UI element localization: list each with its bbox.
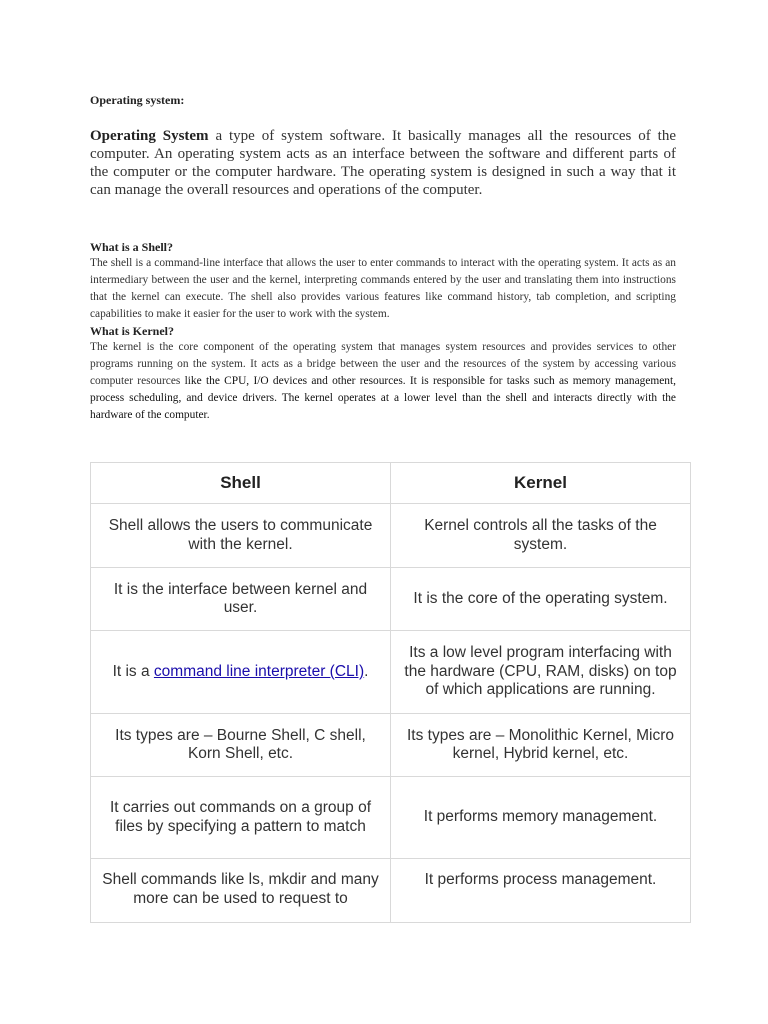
shell-heading: What is a Shell? <box>90 240 174 254</box>
shell-cell-prefix: It is a <box>112 662 154 680</box>
intro-text: a type of system software. It basically manages all the resources of the computer. An operating system acts as an interface between the software and different parts of the computer or the computer hardware. The operating system is designed in such a way that it can manage the overall resources and operations of the computer. <box>90 128 676 198</box>
shell-cell: It carries out commands on a group of files by specifying a pattern to match <box>91 777 391 859</box>
table-row <box>91 504 691 568</box>
shell-cell: Shell allows the users to communicate with the kernel. <box>91 504 391 568</box>
shell-cell: Shell commands like ls, mkdir and many more can be used to request to <box>91 859 391 923</box>
kernel-heading: What is Kernel? <box>90 324 174 338</box>
table-header-row <box>91 463 691 504</box>
comparison-table-wrapper <box>90 462 691 923</box>
kernel-cell: It performs process management. <box>391 859 691 923</box>
intro-bold-term: Operating System <box>90 128 209 144</box>
shell-cell <box>91 631 391 714</box>
shell-paragraph: The shell is a command-line interface that allows the user to enter commands to interact with the operating system. It acts as an intermediary between the user and the kernel, interpreting commands entered by the user and translating them into instructions that the kernel can execute. The shell also provides various features like command history, tab completion, and scripting capabilities to make it easier for the user to work with the system. <box>90 257 676 320</box>
table-row <box>91 568 691 631</box>
kernel-paragraph-part2: like the CPU, I/O devices and other resources. It is responsible for tasks such as memory management, process scheduling, and device drivers. The kernel operates at a lower level than the shell and interacts directly with the hardware of the computer. <box>90 375 677 421</box>
cli-link[interactable]: command line interpreter (CLI) <box>153 662 365 680</box>
header-shell: Shell <box>91 463 391 504</box>
table-row <box>91 631 691 714</box>
table-row <box>91 859 691 923</box>
shell-cell: Its types are – Bourne Shell, C shell, Korn Shell, etc. <box>91 714 391 777</box>
section-title: Operating system: <box>90 93 185 107</box>
kernel-paragraph <box>90 339 676 424</box>
kernel-cell: Kernel controls all the tasks of the system. <box>391 504 691 568</box>
shell-cell-suffix: . <box>364 662 369 680</box>
kernel-cell: It performs memory management. <box>391 777 691 859</box>
shell-cell: It is the interface between kernel and user. <box>91 568 391 631</box>
intro-paragraph <box>90 127 676 199</box>
comparison-table <box>90 462 691 923</box>
kernel-cell: It is the core of the operating system. <box>391 568 691 631</box>
table-row <box>91 777 691 859</box>
kernel-cell: Its a low level program interfacing with the hardware (CPU, RAM, disks) on top of which applications are running. <box>391 631 691 714</box>
definitions-block <box>90 239 676 424</box>
header-kernel: Kernel <box>391 463 691 504</box>
table-row <box>91 714 691 777</box>
kernel-paragraph-part1: The kernel is the core component of the operating system that manages system resources and provides services to other programs running on the system. It acts as a bridge between the user and the resources of the system by accessing various computer resources <box>90 341 676 387</box>
kernel-cell: Its types are – Monolithic Kernel, Micro kernel, Hybrid kernel, etc. <box>391 714 691 777</box>
